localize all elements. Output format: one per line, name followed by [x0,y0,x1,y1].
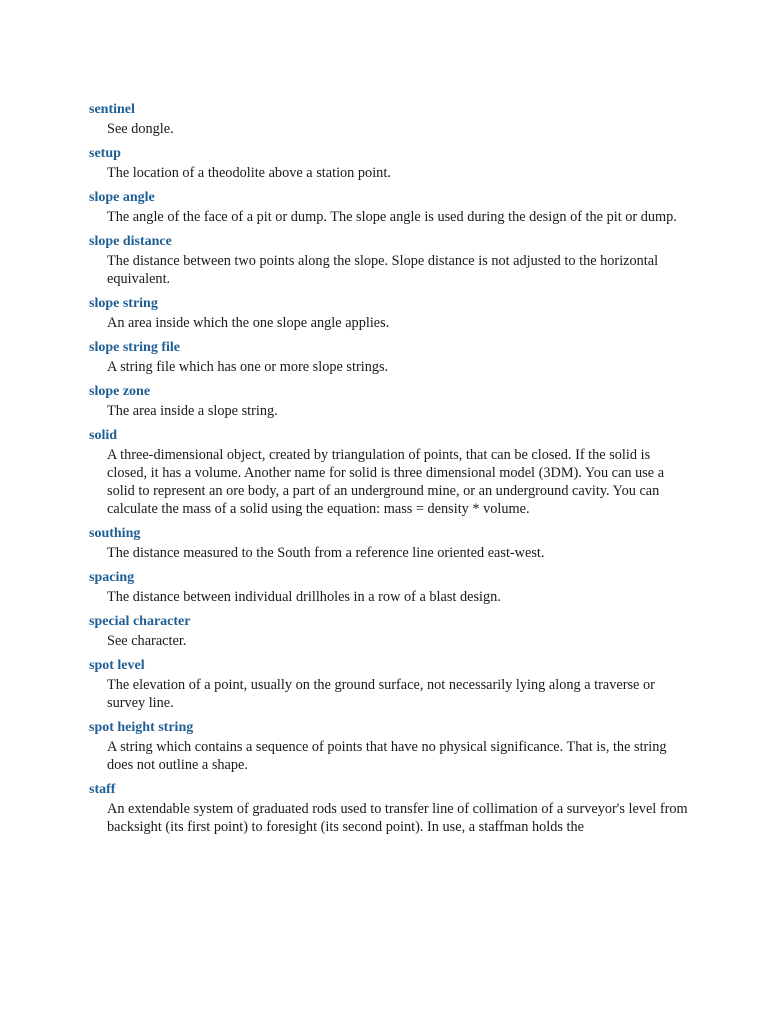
term-definition: The location of a theodolite above a station point. [107,165,391,181]
term-definition: The distance between two points along the slope. Slope distance is not adjusted to the horizontal equivalent. [107,253,659,287]
term-heading: slope string [89,296,158,311]
glossary-entry-slope-string-file [89,339,689,376]
term-definition: A three-dimensional object, created by triangulation of points, that can be closed. If the solid is closed, it has a volume. Another name for solid is three dimensional model (3DM). You can use a solid to represent an ore body, a part of an underground mine, or an underground cavity. You can calculate the mass of a solid using the equation: mass = density * volume. [107,447,665,517]
glossary-entry-spot-height-string [89,719,689,774]
term-definition: The distance between individual drillholes in a row of a blast design. [107,589,501,605]
glossary-entry-sentinel [89,101,689,138]
term-heading: southing [89,526,141,541]
glossary-entry-slope-distance [89,233,689,288]
term-heading: sentinel [89,102,135,117]
glossary-entry-spacing [89,569,689,606]
glossary-entry-slope-string [89,295,689,332]
term-definition: The angle of the face of a pit or dump. The slope angle is used during the design of the pit or dump. [107,209,677,225]
glossary-entry-spot-level [89,657,689,712]
term-heading: special character [89,614,191,629]
term-heading: spacing [89,570,135,585]
term-definition: An area inside which the one slope angle applies. [107,315,390,331]
term-heading: spot level [89,658,145,673]
glossary-entry-slope-zone [89,383,689,420]
glossary-entry-solid [89,427,689,518]
term-heading: setup [89,146,121,161]
glossary-entry-setup [89,145,689,182]
term-heading: spot height string [89,720,194,735]
term-definition: A string which contains a sequence of points that have no physical significance. That is, the string does not outline a shape. [107,739,667,773]
glossary-entry-slope-angle [89,189,689,226]
term-heading: slope zone [89,384,151,399]
term-definition: A string file which has one or more slope strings. [107,359,389,375]
term-heading: slope distance [89,234,172,249]
term-heading: slope string file [89,340,180,355]
term-definition: See dongle. [107,121,174,137]
term-definition: The elevation of a point, usually on the ground surface, not necessarily lying along a traverse or survey line. [107,677,655,711]
glossary-entry-staff [89,781,689,836]
term-heading: staff [89,782,116,797]
term-heading: slope angle [89,190,155,205]
glossary-entry-special-character [89,613,689,650]
glossary-page [89,101,689,843]
term-definition: The distance measured to the South from a reference line oriented east-west. [107,545,545,561]
term-definition: The area inside a slope string. [107,403,278,419]
glossary-entry-southing [89,525,689,562]
term-heading: solid [89,428,118,443]
term-definition: An extendable system of graduated rods used to transfer line of collimation of a surveyor's level from backsight (its first point) to foresight (its second point). In use, a staffman holds the [107,801,688,835]
term-definition: See character. [107,633,187,649]
